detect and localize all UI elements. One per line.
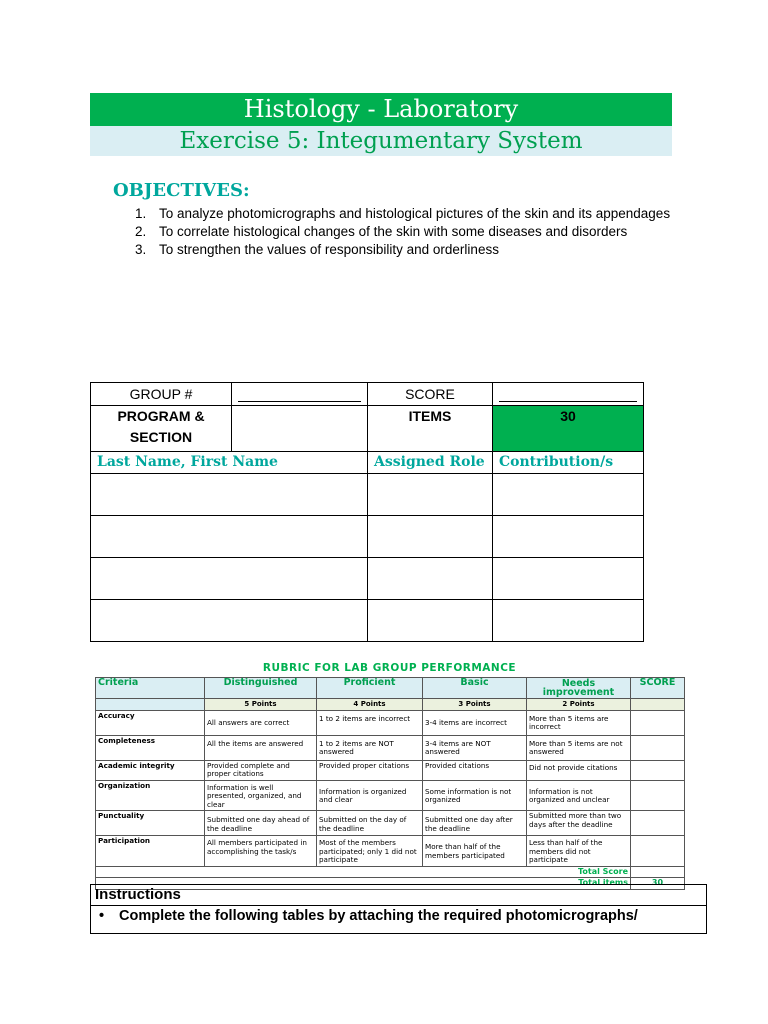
total-score-cell[interactable] — [631, 866, 685, 878]
rubric-criteria: Academic integrity — [96, 760, 205, 780]
points-2: 2 Points — [527, 699, 631, 711]
objectives-list — [135, 205, 675, 259]
member-row — [91, 600, 644, 642]
rubric-header-basic: Basic — [423, 678, 527, 699]
member-role-cell[interactable] — [368, 558, 493, 600]
rubric-cell: Submitted one day after the deadline — [423, 811, 527, 836]
member-name-cell[interactable] — [91, 600, 368, 642]
name-column-header: Last Name, First Name — [91, 452, 368, 474]
member-role-cell[interactable] — [368, 516, 493, 558]
rubric-header-proficient: Proficient — [317, 678, 423, 699]
rubric-row — [96, 710, 685, 735]
exercise-subtitle: Exercise 5: Integumentary System — [90, 126, 672, 156]
rubric-criteria: Accuracy — [96, 710, 205, 735]
rubric-cell: All answers are correct — [205, 710, 317, 735]
rubric-cell: Some information is not organized — [423, 780, 527, 811]
rubric-cell: Did not provide citations — [527, 760, 631, 780]
rubric-cell: All members participated in accomplishing the task/s — [205, 836, 317, 867]
rubric-cell: Provided proper citations — [317, 760, 423, 780]
rubric-header-score: SCORE — [631, 678, 685, 699]
objective-item — [135, 205, 675, 223]
group-number-field[interactable] — [232, 383, 368, 406]
rubric-cell: More than 5 items are incorrect — [527, 710, 631, 735]
rubric-cell: All the items are answered — [205, 735, 317, 760]
role-column-header: Assigned Role — [368, 452, 493, 474]
objective-item — [135, 241, 675, 259]
contribution-column-header: Contribution/s — [493, 452, 644, 474]
score-label: SCORE — [368, 383, 493, 406]
rubric-header-distinguished: Distinguished — [205, 678, 317, 699]
rubric-cell: 3-4 items are NOT answered — [423, 735, 527, 760]
rubric-header-needs-improvement: Needs improvement — [527, 678, 631, 699]
points-5: 5 Points — [205, 699, 317, 711]
instructions-heading: Instructions — [91, 885, 706, 906]
member-name-cell[interactable] — [91, 516, 368, 558]
total-items-label: Total items — [96, 878, 631, 890]
rubric-row — [96, 811, 685, 836]
member-contribution-cell[interactable] — [493, 600, 644, 642]
rubric-section — [95, 659, 684, 890]
total-score-label: Total Score — [96, 866, 631, 878]
rubric-criteria: Punctuality — [96, 811, 205, 836]
instructions-item — [91, 906, 706, 933]
rubric-cell: More than 5 items are not answered — [527, 735, 631, 760]
rubric-criteria: Participation — [96, 836, 205, 867]
objective-text: To correlate histological changes of the skin with some diseases and disorders — [159, 224, 628, 239]
member-row — [91, 474, 644, 516]
rubric-score-cell[interactable] — [631, 735, 685, 760]
rubric-cell: Submitted on the day of the deadline — [317, 811, 423, 836]
member-role-cell[interactable] — [368, 474, 493, 516]
member-name-cell[interactable] — [91, 558, 368, 600]
objective-text: To analyze photomicrographs and histological pictures of the skin and its appendages — [159, 206, 671, 221]
group-number-label: GROUP # — [91, 383, 232, 406]
rubric-criteria: Organization — [96, 780, 205, 811]
member-contribution-cell[interactable] — [493, 474, 644, 516]
member-role-cell[interactable] — [368, 600, 493, 642]
rubric-cell: Submitted more than two days after the deadline — [527, 811, 631, 836]
rubric-cell: Provided complete and proper citations — [205, 760, 317, 780]
objectives-heading: OBJECTIVES: — [113, 180, 250, 201]
member-contribution-cell[interactable] — [493, 558, 644, 600]
rubric-score-cell[interactable] — [631, 780, 685, 811]
program-section-label: PROGRAM & SECTION — [91, 406, 232, 452]
rubric-row — [96, 735, 685, 760]
rubric-cell: 1 to 2 items are NOT answered — [317, 735, 423, 760]
rubric-row — [96, 780, 685, 811]
rubric-cell: More than half of the members participated — [423, 836, 527, 867]
rubric-score-cell[interactable] — [631, 710, 685, 735]
rubric-cell: Information is well presented, organized, and clear — [205, 780, 317, 811]
instructions-box — [90, 884, 707, 934]
member-row — [91, 516, 644, 558]
rubric-cell: 3-4 items are incorrect — [423, 710, 527, 735]
objective-text: To strengthen the values of responsibility and orderliness — [159, 242, 499, 257]
rubric-cell: Submitted one day ahead of the deadline — [205, 811, 317, 836]
points-3: 3 Points — [423, 699, 527, 711]
program-section-field[interactable] — [232, 406, 368, 452]
rubric-title: RUBRIC FOR LAB GROUP PERFORMANCE — [262, 662, 517, 674]
rubric-score-cell[interactable] — [631, 811, 685, 836]
rubric-header-criteria: Criteria — [96, 678, 205, 699]
points-4: 4 Points — [317, 699, 423, 711]
page-title: Histology - Laboratory — [90, 93, 672, 126]
rubric-cell: Provided citations — [423, 760, 527, 780]
member-name-cell[interactable] — [91, 474, 368, 516]
rubric-cell: 1 to 2 items are incorrect — [317, 710, 423, 735]
rubric-score-cell[interactable] — [631, 836, 685, 867]
rubric-table — [95, 677, 685, 890]
objective-item — [135, 223, 675, 241]
items-value: 30 — [493, 406, 644, 452]
objective-number: 1. — [135, 206, 147, 221]
rubric-cell: Less than half of the members did not participate — [527, 836, 631, 867]
rubric-cell: Most of the members participated; only 1 did not participate — [317, 836, 423, 867]
objective-number: 3. — [135, 242, 147, 257]
rubric-row — [96, 836, 685, 867]
total-items-value: 30 — [631, 878, 685, 890]
rubric-cell: Information is organized and clear — [317, 780, 423, 811]
instructions-text: Complete the following tables by attaching the required photomicrographs/ — [119, 908, 638, 924]
rubric-row — [96, 760, 685, 780]
bullet-icon: • — [99, 908, 105, 924]
rubric-score-cell[interactable] — [631, 760, 685, 780]
member-contribution-cell[interactable] — [493, 516, 644, 558]
member-row — [91, 558, 644, 600]
rubric-cell: Information is not organized and unclear — [527, 780, 631, 811]
items-label: ITEMS — [368, 406, 493, 452]
group-info-table — [90, 382, 644, 642]
score-field[interactable] — [493, 383, 644, 406]
rubric-criteria: Completeness — [96, 735, 205, 760]
objective-number: 2. — [135, 224, 147, 239]
